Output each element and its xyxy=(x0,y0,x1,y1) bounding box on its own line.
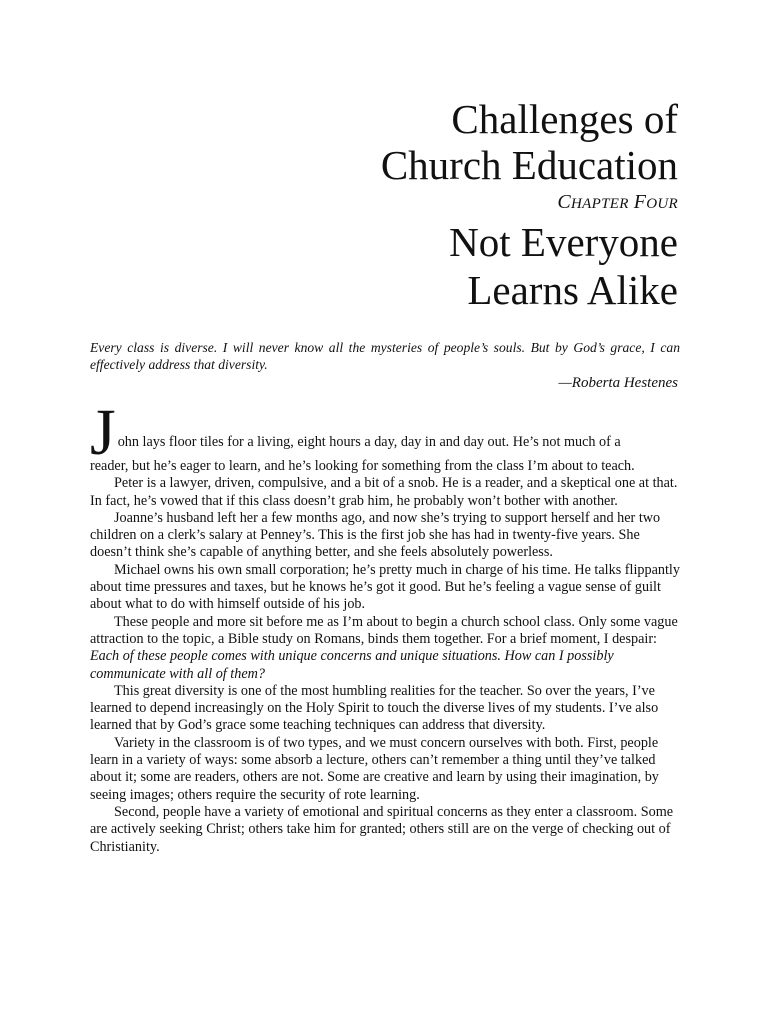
chapter-title-line1: Not Everyone xyxy=(449,219,678,265)
paragraph-1-first-line: ohn lays floor tiles for a living, eight hours a day, day in and day out. He’s not much of a xyxy=(117,434,621,450)
chapter-label-our: OUR xyxy=(646,196,678,212)
body-paragraph-8: Second, people have a variety of emotional and spiritual concerns as they enter a classroom. Some are actively seeking Christ; others take him for granted; others still are on the verge of checking out of Christianity. xyxy=(90,803,674,855)
chapter-label-f: F xyxy=(633,191,647,213)
chapter-label-c: C xyxy=(557,191,572,213)
epigraph-quote: Every class is diverse. I will never know all the mysteries of people’s souls. But by God’s grace, I can effectively address that diversity. xyxy=(90,340,680,372)
body-paragraph-7: Variety in the classroom is of two types, and we must concern ourselves with both. First, people learn in a variety of ways: some absorb a lecture, others can’t remember a thing until they’ve talked about it; some are readers, others are not. Some are creative and learn by using their imagination, by seeing images; others require the security of rote learning. xyxy=(90,734,659,803)
body-paragraph-6: This great diversity is one of the most humbling realities for the teacher. So over the years, I’ve learned to depend increasingly on the Holy Spirit to touch the diverse lives of my students. I’ve also learned that by God’s grace some teaching techniques can address that diversity. xyxy=(90,682,659,734)
chapter-label-hapter: HAPTER xyxy=(571,196,629,212)
body-paragraph-2: Peter is a lawyer, driven, compulsive, and a bit of a snob. He is a reader, and a skeptical one at that. In fact, he’s vowed that if this class doesn’t grab him, he probably won’t bother with another. xyxy=(90,475,678,509)
chapter-body xyxy=(90,396,680,856)
body-paragraph-5 xyxy=(90,614,680,683)
paragraph-1-continued: reader, but he’s eager to learn, and he’s looking for something from the class I’m about to teach. xyxy=(90,458,635,474)
chapter-label xyxy=(78,190,678,216)
body-paragraph-4: Michael owns his own small corporation; he’s pretty much in charge of his time. He talks flippantly about time pressures and taxes, but he knows he’s got it good. But he’s feeling a vague sense of guilt about what to do with himself outside of his job. xyxy=(90,561,680,613)
paragraph-5-italic-text: Each of these people comes with unique concerns and unique situations. How can I possibly communicate with all of them? xyxy=(90,648,614,682)
chapter-title-line2: Learns Alike xyxy=(467,267,678,313)
title-block xyxy=(78,96,678,314)
book-title xyxy=(78,96,678,188)
paragraph-5-text: These people and more sit before me as I’m about to begin a church school class. Only some vague attraction to the topic, a Bible study on Romans, binds them together. For a brief moment, I despair: xyxy=(90,613,678,647)
body-paragraph-3: Joanne’s husband left her a few months ago, and now she’s trying to support herself and her two children on a clerk’s salary at Penney’s. This is the first job she has had in twenty-five years. She doesn’t think she’s capable of anything better, and she feels absolutely powerless. xyxy=(90,509,661,561)
book-title-line2: Church Education xyxy=(380,142,678,188)
epigraph-author: —Roberta Hestenes xyxy=(558,375,678,391)
drop-cap: J xyxy=(90,396,116,469)
chapter-title xyxy=(78,218,678,314)
book-title-line1: Challenges of xyxy=(451,96,678,142)
